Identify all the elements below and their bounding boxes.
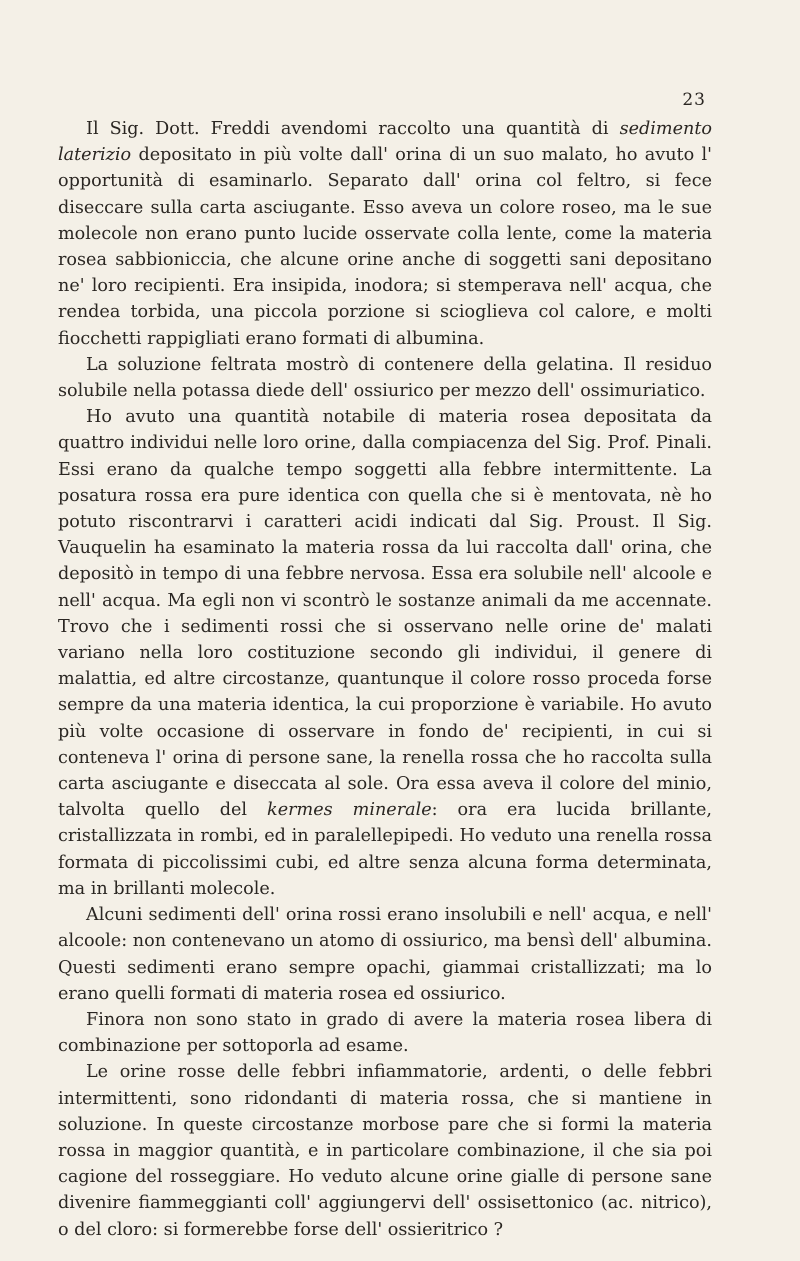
paragraph-1-emphasis: sedimento laterizio bbox=[58, 119, 712, 166]
body-text bbox=[58, 116, 712, 1243]
paragraph-4: Alcuni sedimenti dell' orina rossi erano insolubili e nell' acqua, e nell' alcoole: non contenevano un atomo di ossiurico, ma bensì dell' albumina. Questi sedimenti erano sempre opachi, giammai cristallizzati; ma lo erano quelli formati di materia rosea ed ossiurico. bbox=[58, 905, 712, 1004]
page-number: 23 bbox=[682, 90, 706, 110]
paragraph-2: La soluzione feltrata mostrò di contenere della gelatina. Il residuo solubile nella potassa diede dell' ossiurico per mezzo dell' ossimuriatico. bbox=[58, 354, 712, 402]
paragraph-3 bbox=[58, 404, 712, 902]
paragraph-3-emphasis: kermes minerale bbox=[267, 800, 432, 821]
paragraph-6: Le orine rosse delle febbri infiammatorie, ardenti, o delle febbri intermittenti, sono ridondanti di materia rossa, che si mantiene in soluzione. In queste circostanze morbose pare che si formi la materia rossa in maggior quantità, e in particolare combinazione, il che sia poi cagione del rosseggiare. Ho veduto alcune orine gialle di persone sane divenire fiammeggianti coll' aggiungervi dell' ossisettonico (ac. nitrico), o del cloro: si formerebbe forse dell' ossieritrico ? bbox=[58, 1062, 712, 1240]
paragraph-5: Finora non sono stato in grado di avere la materia rosea libera di combinazione per sottoporla ad esame. bbox=[58, 1009, 712, 1057]
paragraph-3-text-b: : ora era lucida brillante, cristallizzata in rombi, ed in paralellepipedi. Ho veduto una renella rossa formata di piccolissimi cubi, ed altre senza alcuna forma determinata, ma in brillanti molecole. bbox=[58, 800, 712, 899]
paragraph-3-text-a: Ho avuto una quantità notabile di materia rosea depositata da quattro individui nelle loro orine, dalla compiacenza del Sig. Prof. Pinali. Essi erano da qualche tempo soggetti alla febbre intermittente. La posatura rossa era pure identica con quella che si è mentovata, nè ho potuto riscontrarvi i caratteri acidi indicati dal Sig. Proust. Il Sig. Vauquelin ha esaminato la materia rossa da lui raccolta dall' orina, che depositò in tempo di una febbre nervosa. Essa era solubile nell' alcoole e nell' acqua. Ma egli non vi scontrò le sostanze animali da me accennate. Trovo che i sedimenti rossi che si osservano nelle orine de' malati variano nella loro costituzione secondo gli individui, il genere di malattia, ed altre circostanze, quantunque il colore rosso proceda forse sempre da una materia identica, la cui proporzione è variabile. Ho avuto più volte occasione di osservare in fondo de' recipienti, in cui si conteneva l' orina di persone sane, la renella rossa che ho raccolta sulla carta asciugante e diseccata al sole. Ora essa aveva il colore del minio, talvolta quello del bbox=[58, 407, 712, 821]
paragraph-1 bbox=[58, 116, 712, 352]
paragraph-1-text-b: depositato in più volte dall' orina di un suo malato, ho avuto l' opportunità di esaminarlo. Separato dall' orina col feltro, si fece diseccare sulla carta asciugante. Esso aveva un colore roseo, ma le sue molecole non erano punto lucide osservate colla lente, come la materia rosea sabbioniccia, che alcune orine anche di soggetti sani depositano ne' loro recipienti. Era insipida, inodora; si stemperava nell' acqua, che rendea torbida, una piccola porzione si scioglieva col calore, e molti fiocchetti rappigliati erano formati di albumina. bbox=[58, 145, 712, 349]
paragraph-1-text-a: Il Sig. Dott. Freddi avendomi raccolto una quantità di bbox=[86, 119, 620, 139]
